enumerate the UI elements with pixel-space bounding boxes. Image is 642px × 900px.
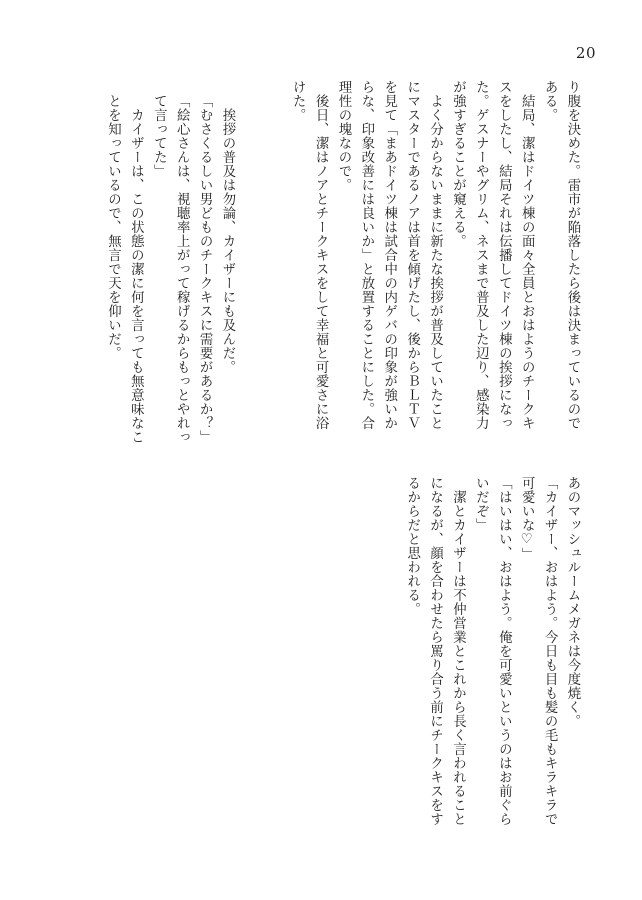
text-line: いだぞ」 xyxy=(473,476,489,532)
text-line: た。ゲスナーやグリム、ネスまで普及した辺り、感染力 xyxy=(473,80,489,430)
text-line: にマスターであるノアは首を傾げたし、後からＢＬＴＶ xyxy=(404,80,420,430)
text-line: を見て「まあドイツ棟は試合中の内ゲバの印象が強いか xyxy=(381,80,397,430)
page-number: 20 xyxy=(575,44,596,62)
text-line: 「カイザー、おはよう。今日も目も髪の毛もキラキラで xyxy=(542,476,558,826)
text-line: 理性の塊なので。 xyxy=(335,80,351,192)
text-line: カイザーは、この状態の潔に何を言っても無意味なこ xyxy=(128,94,144,444)
bottom-right-text-block xyxy=(404,476,583,836)
text-line: り腹を決めた。雷市が陥落したら後は決まっているので xyxy=(565,80,580,430)
text-line: 後日、潔はノアとチークキスをして幸福と可愛さに浴 xyxy=(313,80,329,430)
text-line: あのマッシュルームメガネは今度焼く。 xyxy=(565,476,580,728)
text-line: よく分からないままに新たな挨拶が普及していたこと xyxy=(427,80,443,430)
text-line: 結局、潔はドイツ棟の面々全員とおはようのチークキ xyxy=(519,80,535,430)
text-line: けた。 xyxy=(290,80,306,122)
text-line: て言ってた」 xyxy=(151,94,167,178)
text-line: 可愛いな♡」 xyxy=(519,476,535,562)
text-line: が強すぎることが窺える。 xyxy=(450,80,466,248)
text-line: とを知っているので、無言で天を仰いだ。 xyxy=(105,94,121,360)
text-line: るからだと思われる。 xyxy=(404,476,420,616)
text-line: 「むさくるしい男どものチークキスに需要があるか？」 xyxy=(197,94,213,444)
text-line: 潔とカイザーは不仲営業とこれから長く言われること xyxy=(450,476,466,826)
bottom-left-text-block xyxy=(88,94,238,474)
text-line: スをしたし、結局それは伝播してドイツ棟の挨拶になっ xyxy=(496,80,512,430)
text-line: 「絵心さんは、視聴率上がって稼げるからもっとやれっ xyxy=(174,94,190,444)
text-line: らな、印象改善には良いか」と放置することにした。合 xyxy=(358,80,374,430)
text-line: 挨拶の普及は勿論、カイザーにも及んだ。 xyxy=(220,94,235,374)
text-line: 「はいはい、おはよう。俺を可愛いというのはお前ぐら xyxy=(496,476,512,826)
text-line: ある。 xyxy=(542,80,558,122)
text-line: になるが、顔を合わせたら罵り合う前にチークキスをす xyxy=(427,476,443,826)
